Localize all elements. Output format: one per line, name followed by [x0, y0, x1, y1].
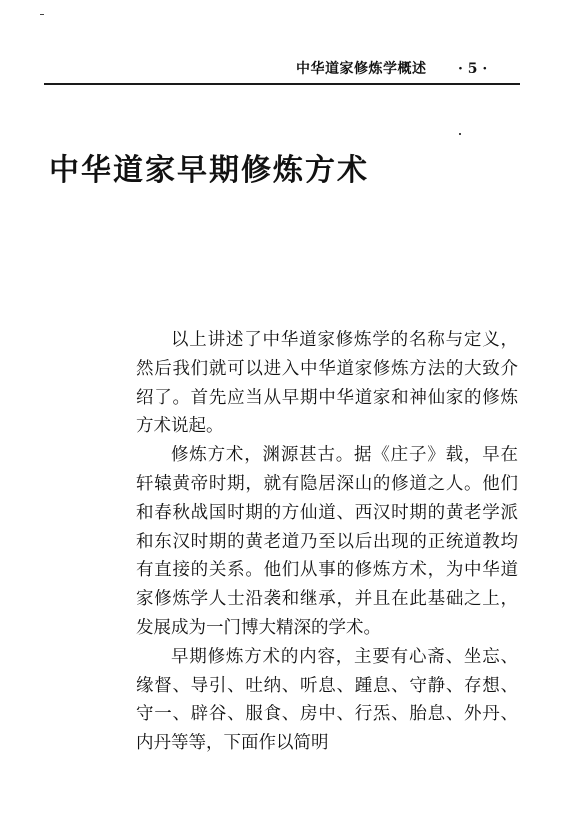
running-header-title: 中华道家修炼学概述	[296, 61, 427, 77]
page-number: · 5 ·	[458, 61, 488, 77]
header-rule	[44, 83, 520, 85]
scan-speck	[40, 14, 44, 15]
chapter-title: 中华道家早期修炼方术	[49, 153, 369, 188]
body-text	[136, 326, 518, 758]
paragraph-1: 以上讲述了中华道家修炼学的名称与定义，然后我们就可以进入中华道家修炼方法的大致介绍了。首先应当从早期中华道家和神仙家的修炼方术说起。	[136, 330, 518, 437]
paragraph-3: 早期修炼方术的内容，主要有心斋、坐忘、缘督、导引、吐纳、听息、踵息、守静、存想、守一、辟谷、服食、房中、行炁、胎息、外丹、内丹等等，下面作以简明	[136, 646, 518, 754]
scan-speck	[459, 133, 461, 135]
paragraph-2: 修炼方术，渊源甚古。据《庄子》载，早在轩辕黄帝时期，就有隐居深山的修道之人。他们和春秋战国时期的方仙道、西汉时期的黄老学派和东汉时期的黄老道乃至以后出现的正统道教均有直接的关系。他们从事的修炼方术，为中华道家修炼学人士沿袭和继承，并且在此基础之上，发展成为一门博大精深的学术。	[136, 445, 518, 638]
